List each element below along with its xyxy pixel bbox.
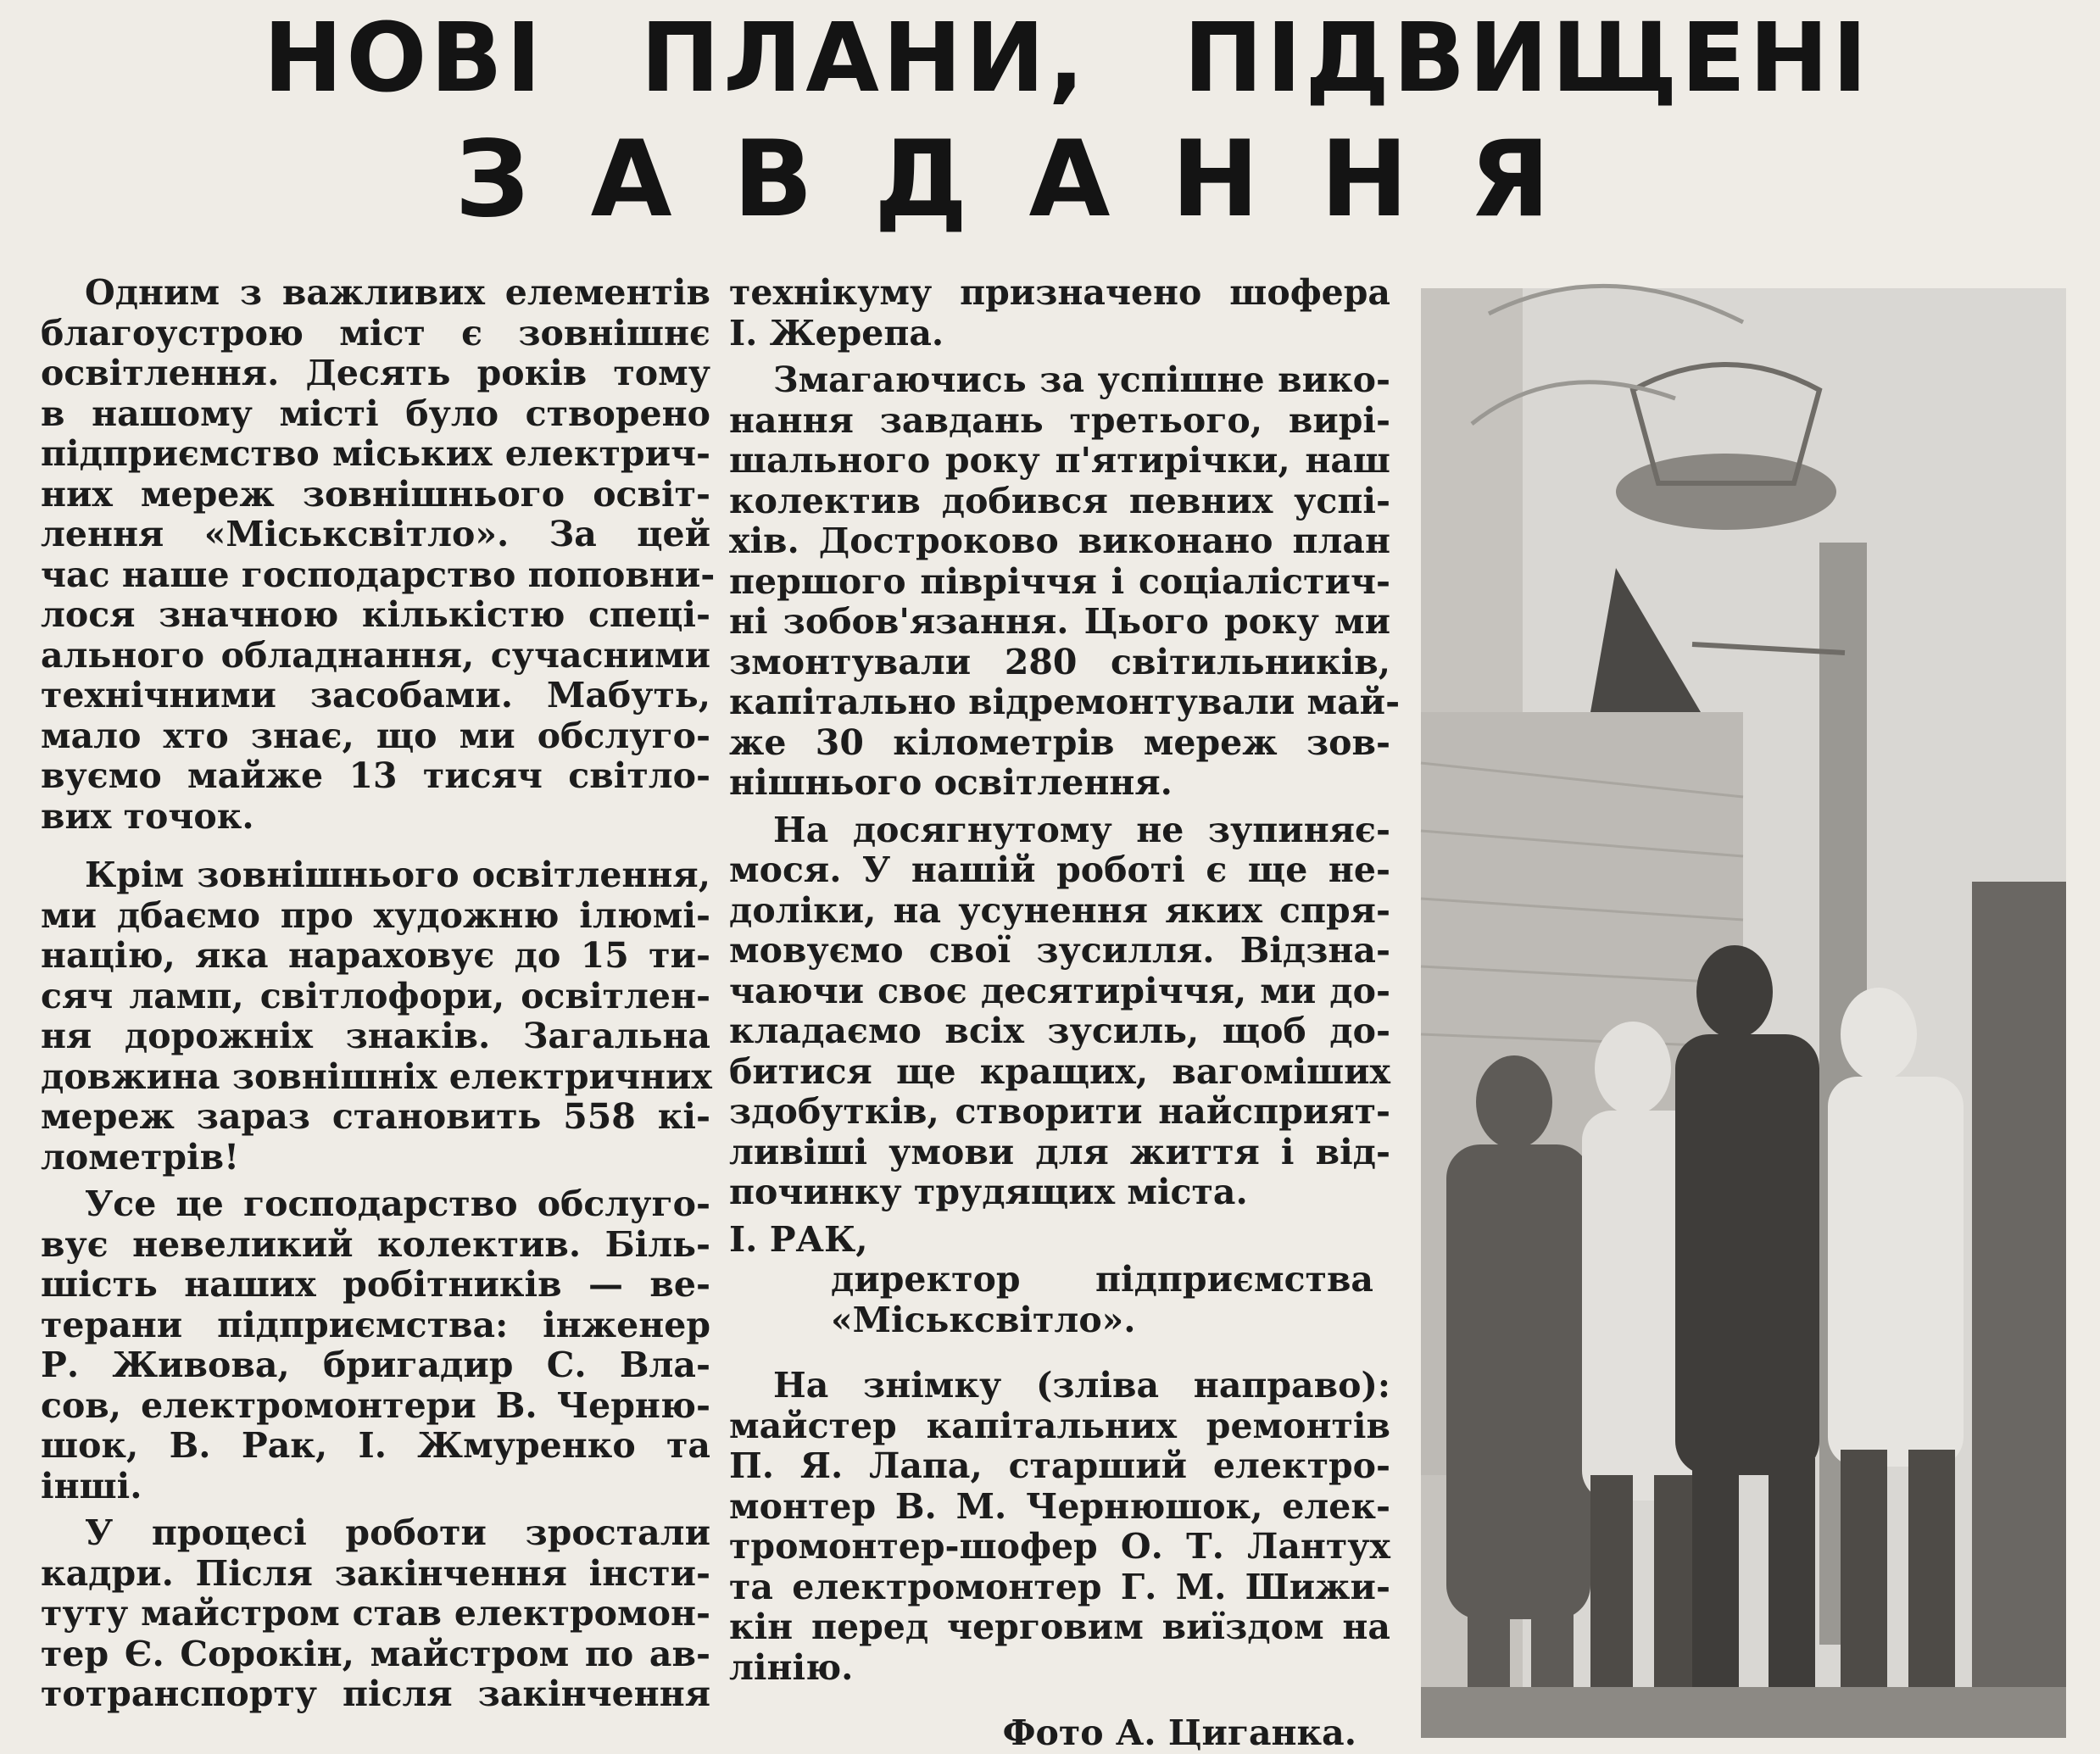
- photo-people-icon: [1421, 288, 2066, 1738]
- headline-line1: НОВІ ПЛАНИ, ПІДВИЩЕНІ: [263, 3, 1871, 114]
- text-line: ня дорожніх знаків. Загальна: [41, 1016, 710, 1056]
- text-line: тотранспорту після закінчення: [41, 1673, 710, 1714]
- text-line: капітально відремонтували май-: [729, 682, 1401, 722]
- paragraph: [41, 272, 716, 837]
- text-line: першого півріччя і соціалістич-: [729, 560, 1390, 602]
- text-line: довжина зовнішніх електричних: [41, 1055, 712, 1097]
- text-line: Одним з важливих елементів: [85, 272, 710, 313]
- text-line: На знімку (зліва направо):: [773, 1365, 1390, 1406]
- text-line: шок, В. Рак, І. Жмуренко та: [41, 1425, 710, 1466]
- text-line: шального року п'ятирічки, наш: [729, 440, 1390, 481]
- text-line: вує невеликий колектив. Біль-: [41, 1223, 710, 1265]
- headline-line2: ЗАВДАННЯ: [454, 119, 1612, 241]
- paragraph: [729, 359, 1401, 804]
- text-line: вуємо майже 13 тисяч світло-: [41, 755, 710, 796]
- text-line: починку трудящих міста.: [729, 1172, 1248, 1212]
- text-line: лінію.: [729, 1646, 854, 1688]
- text-line: освітлення. Десять років тому: [41, 353, 710, 393]
- text-line: кадри. Після закінчення інсти-: [41, 1552, 710, 1594]
- text-line: та електромонтер Г. М. Шижи-: [729, 1566, 1390, 1607]
- text-line: майстер капітальних ремонтів: [729, 1405, 1390, 1446]
- text-line: терани підприємства: інженер: [41, 1304, 710, 1345]
- text-line: І. Жерепа.: [729, 312, 944, 354]
- text-line: сяч ламп, світлофори, освітлен-: [41, 975, 710, 1016]
- text-line: час наше господарство поповни-: [41, 554, 716, 595]
- signature-name: І. РАК,: [729, 1218, 868, 1260]
- text-line: технікуму призначено шофера: [729, 272, 1390, 313]
- text-line: ми дбаємо про художню ілюмі-: [41, 894, 710, 936]
- photo-caption: [729, 1366, 1390, 1688]
- text-line: сов, електромонтери В. Черню-: [41, 1384, 710, 1426]
- text-line: ального обладнання, сучасними: [41, 634, 710, 676]
- text-line: змонтували 280 світильників,: [729, 641, 1390, 682]
- text-line: мереж зараз становить 558 кі-: [41, 1096, 710, 1137]
- article-column-2: [729, 272, 1401, 1753]
- paragraph: [41, 1184, 710, 1506]
- text-line: шість наших робітників — ве-: [41, 1264, 710, 1305]
- text-line: П. Я. Лапа, старший електро-: [729, 1445, 1390, 1486]
- text-line: битися ще кращих, вагоміших: [729, 1050, 1390, 1092]
- text-line: інші.: [41, 1465, 142, 1506]
- text-line: нання завдань третього, вирі-: [729, 399, 1390, 441]
- text-line: благоустрою міст є зовнішнє: [41, 312, 710, 354]
- text-line: тер Є. Сорокін, майстром по ав-: [41, 1633, 710, 1674]
- text-line: чаючи своє десятиріччя, ми до-: [729, 970, 1390, 1011]
- text-line: хів. Достроково виконано план: [729, 521, 1390, 561]
- text-line: Р. Живова, бригадир С. Вла-: [41, 1345, 710, 1385]
- paragraph: [729, 273, 1390, 354]
- paragraph: [41, 855, 710, 1178]
- text-line: туту майстром став електромон-: [41, 1593, 710, 1634]
- text-line: кладаємо всіх зусиль, щоб до-: [729, 1011, 1390, 1051]
- text-line: Усе це господарство обслуго-: [85, 1183, 710, 1224]
- paragraph: [729, 810, 1390, 1213]
- text-line: Змагаючись за успішне вико-: [773, 359, 1390, 400]
- text-line: монтер В. М. Чернюшок, елек-: [729, 1485, 1390, 1527]
- text-line: націю, яка нараховує до 15 ти-: [41, 935, 710, 976]
- text-line: ливіші умови для життя і від-: [729, 1131, 1390, 1172]
- text-line: колектив добився певних успі-: [729, 480, 1390, 521]
- text-line: Крім зовнішнього освітлення,: [85, 855, 710, 895]
- text-line: технічними засобами. Мабуть,: [41, 675, 710, 716]
- text-line: кін перед черговим виїздом на: [729, 1606, 1390, 1647]
- text-line: мало хто знає, що ми обслуго-: [41, 715, 710, 756]
- paragraph: [41, 1513, 710, 1715]
- text-line: здобутків, створити найсприят-: [729, 1091, 1390, 1132]
- text-line: ні зобов'язання. Цього року ми: [729, 601, 1390, 642]
- text-line: підприємство міських електрич-: [41, 433, 710, 474]
- text-line: лення «Міськсвітло». За цей: [41, 514, 710, 554]
- text-line: же 30 кілометрів мереж зов-: [729, 721, 1390, 763]
- text-line: нішнього освітлення.: [729, 762, 1173, 803]
- text-line: У процесі роботи зростали: [85, 1512, 710, 1553]
- text-line: вих точок.: [41, 795, 254, 837]
- signature-title: директор підприємства «Міськсвітло».: [831, 1259, 1373, 1340]
- text-line: в нашому місті було створено: [41, 393, 710, 434]
- text-line: доліки, на усунення яких спря-: [729, 889, 1390, 931]
- text-line: них мереж зовнішнього освіт-: [41, 473, 710, 515]
- text-line: тромонтер-шофер О. Т. Лантух: [729, 1526, 1390, 1567]
- text-line: лося значною кількістю спеці-: [41, 594, 710, 635]
- photo-credit: Фото А. Циганка.: [1002, 1712, 1356, 1753]
- article-column-1: [41, 272, 716, 1731]
- text-line: мовуємо свої зусилля. Відзна-: [729, 930, 1390, 971]
- text-line: мося. У нашій роботі є ще не-: [729, 849, 1390, 890]
- text-line: На досягнутому не зупиняє-: [773, 809, 1390, 850]
- text-line: лометрів!: [41, 1136, 240, 1178]
- photo: [1421, 288, 2066, 1738]
